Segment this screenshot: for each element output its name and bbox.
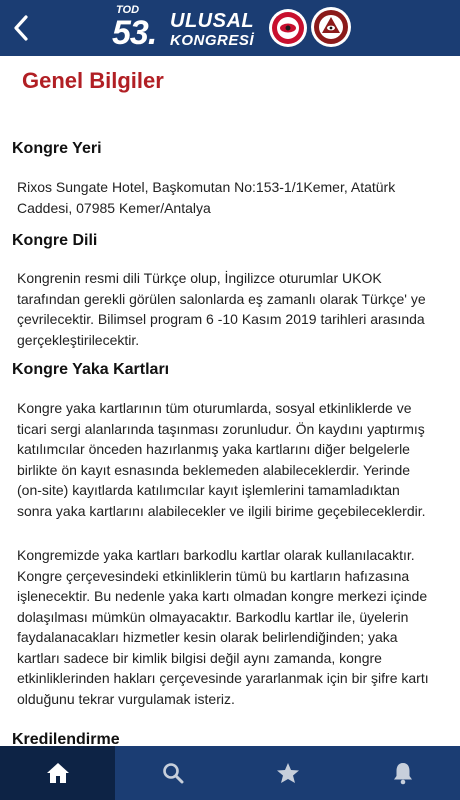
section-title-credits: Kredilendirme	[12, 731, 120, 746]
tab-search[interactable]	[115, 746, 230, 800]
section-title-language: Kongre Dili	[12, 232, 98, 249]
bottom-tab-bar	[0, 746, 460, 800]
home-icon	[46, 762, 70, 784]
section-title-venue: Kongre Yeri	[12, 140, 102, 157]
tab-notifications[interactable]	[345, 746, 460, 800]
society-seal-icon	[310, 6, 352, 48]
chevron-left-icon	[12, 14, 30, 42]
badges-text-2: Kongremizde yaka kartları barkodlu kartlar olarak kullanılacaktır. Kongre çerçevesindeki etkinliklerin tümü bu kartların hafızasına işlenecektir. Bu nedenle yaka kartı olmadan kongre merkezi içinde dolaşılması mümkün olmayacaktır. Barkodlu kartlar ile, üyelerin faydalanacakları hizmetler kesin olarak belirlendiğinden; yaka kartları sadece bir kimlik bilgisi değil aynı zamanda, kongre etkinliklerinden hakları çerçevesinde yararlanmak için bir şifre kartı olduğunu tekrar vurgulamak isteriz.	[17, 547, 429, 707]
search-icon	[162, 762, 184, 784]
congress-logo	[112, 2, 352, 54]
logo-line2: KONGRESİ	[170, 32, 255, 49]
tab-favorites[interactable]	[230, 746, 345, 800]
star-icon	[276, 762, 300, 784]
back-button[interactable]	[6, 10, 36, 46]
logo-number: 53.	[112, 14, 157, 52]
section-title-badges: Kongre Yaka Kartları	[12, 361, 170, 378]
badges-text-1: Kongre yaka kartlarının tüm oturumlarda, sosyal etkinliklerde ve ticari sergi alanlarında taşınması zorunludur. Ön kaydını yaptırmış katılımcılar önceden hazırlanmış yaka kartlarını diğer belgelerle birlikte ön kayıt esnasında beklemeden alabileceklerdir. Yerinde (on-site) kayıtlarda katılımcılar kayıt işlemlerini tamamladıktan sonra yaka kartlarını alabilecekler ve ilgili birime geçebileceklerdir.	[17, 400, 426, 519]
logo-line1: ULUSAL	[170, 10, 255, 32]
association-seal-icon	[268, 8, 308, 48]
language-text: Kongrenin resmi dili Türkçe olup, İngilizce oturumlar UKOK tarafından gerekli görülen salonlarda eş zamanlı olarak Türkçe' ye çevrilecektir. Bilimsel program 6 -10 Kasım 2019 tarihleri arasında gerçekleştirilecektir.	[17, 270, 426, 348]
bell-icon	[392, 761, 414, 785]
tab-home[interactable]	[0, 746, 115, 800]
logo-tod: TOD	[116, 4, 140, 16]
app-header	[0, 0, 460, 56]
venue-text: Rixos Sungate Hotel, Başkomutan No:153-1/1Kemer, Atatürk Caddesi, 07985 Kemer/Antalya	[17, 179, 396, 216]
content-scroll-area[interactable]	[0, 56, 460, 746]
page-title: Genel Bilgiler	[22, 68, 164, 93]
